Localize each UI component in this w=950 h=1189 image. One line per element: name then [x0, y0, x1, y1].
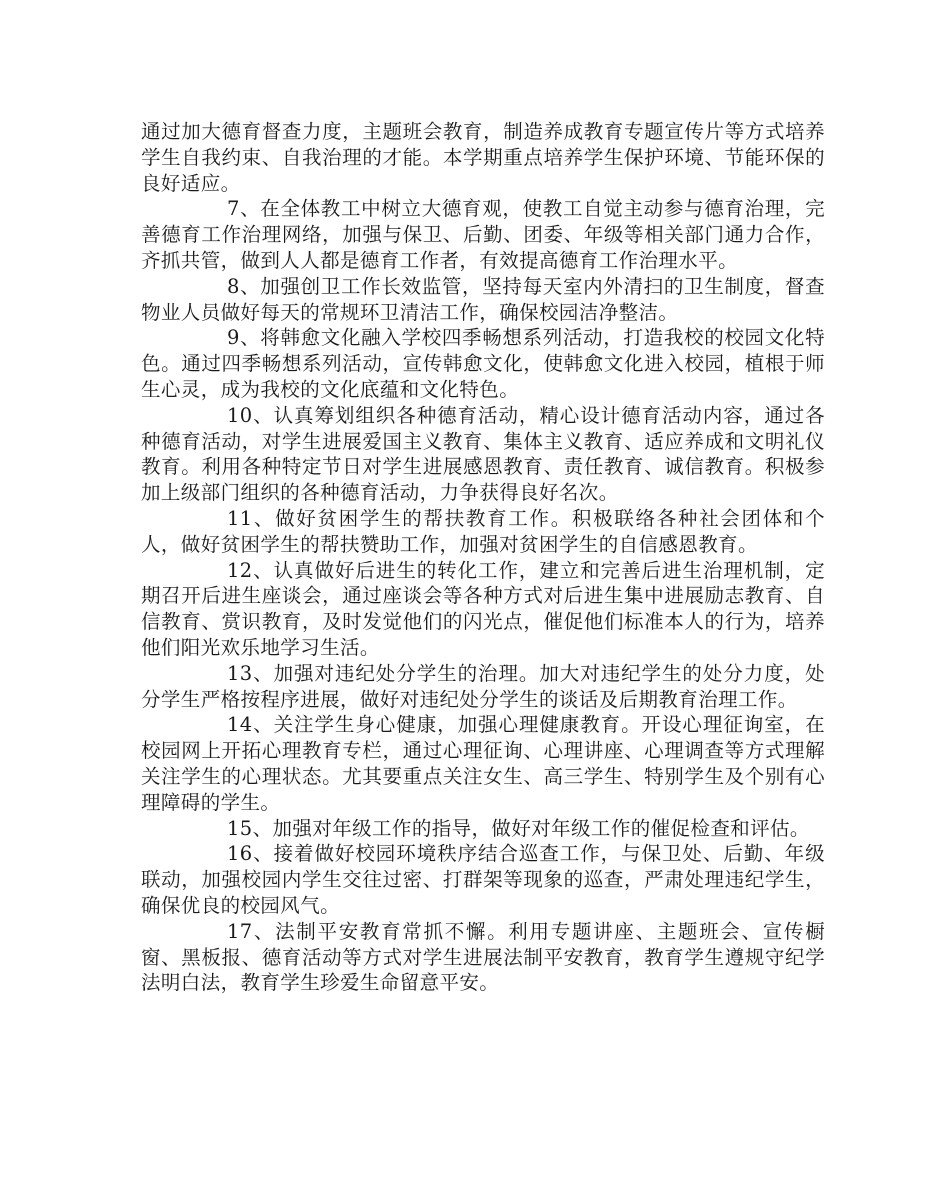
paragraph-item-17: 17、法制平安教育常抓不懈。利用专题讲座、主题班会、宣传橱窗、黑板报、德育活动等方式对学生进展法制平安教育，教育学生遵规守纪学法明白法，教育学生珍爱生命留意平安。 — [141, 919, 825, 995]
paragraph-item-16: 16、接着做好校园环境秩序结合巡查工作，与保卫处、后勤、年级联动，加强校园内学生交往过密、打群架等现象的巡查，严肃处理违纪学生，确保优良的校园风气。 — [141, 842, 825, 917]
document-body — [141, 119, 825, 996]
paragraph-item-7: 7、在全体教工中树立大德育观，使教工自觉主动参与德育治理，完善德育工作治理网络，加强与保卫、后勤、团委、年级等相关部门通力合作，齐抓共管，做到人人都是德育工作者，有效提高德育工作治理水平。 — [141, 197, 825, 272]
paragraph-item-8: 8、加强创卫工作长效监管，坚持每天室内外清扫的卫生制度，督查物业人员做好每天的常规环卫清洁工作，确保校园洁净整洁。 — [141, 274, 825, 324]
paragraph-item-11: 11、做好贫困学生的帮扶教育工作。积极联络各种社会团体和个人，做好贫困学生的帮扶赞助工作，加强对贫困学生的自信感恩教育。 — [141, 506, 825, 556]
paragraph-item-10: 10、认真筹划组织各种德育活动，精心设计德育活动内容，通过各种德育活动，对学生进展爱国主义教育、集体主义教育、适应养成和文明礼仪教育。利用各种特定节日对学生进展感恩教育、责任教育、诚信教育。积极参加上级部门组织的各种德育活动，力争获得良好名次。 — [141, 403, 825, 505]
paragraph-item-9: 9、将韩愈文化融入学校四季畅想系列活动，打造我校的校园文化特色。通过四季畅想系列活动，宣传韩愈文化，使韩愈文化进入校园，植根于师生心灵，成为我校的文化底蕴和文化特色。 — [141, 326, 825, 401]
paragraph-item-12: 12、认真做好后进生的转化工作，建立和完善后进生治理机制，定期召开后进生座谈会，通过座谈会等各种方式对后进生集中进展励志教育、自信教育、赏识教育，及时发觉他们的闪光点，催促他们标准本人的行为，培养他们阳光欢乐地学习生活。 — [141, 558, 825, 659]
paragraph-item-13: 13、加强对违纪处分学生的治理。加大对违纪学生的处分力度，处分学生严格按程序进展，做好对违纪处分学生的谈话及后期教育治理工作。 — [141, 661, 825, 711]
paragraph-item-14: 14、关注学生身心健康，加强心理健康教育。开设心理征询室，在校园网上开拓心理教育专栏，通过心理征询、心理讲座、心理调查等方式理解关注学生的心理状态。尤其要重点关注女生、高三学生、特别学生及个别有心理障碍的学生。 — [141, 713, 825, 814]
paragraph-intro: 通过加大德育督查力度，主题班会教育，制造养成教育专题宣传片等方式培养学生自我约束、自我治理的才能。本学期重点培养学生保护环境、节能环保的良好适应。 — [141, 120, 825, 195]
paragraph-item-15: 15、加强对年级工作的指导，做好对年级工作的催促检查和评估。 — [227, 816, 810, 840]
